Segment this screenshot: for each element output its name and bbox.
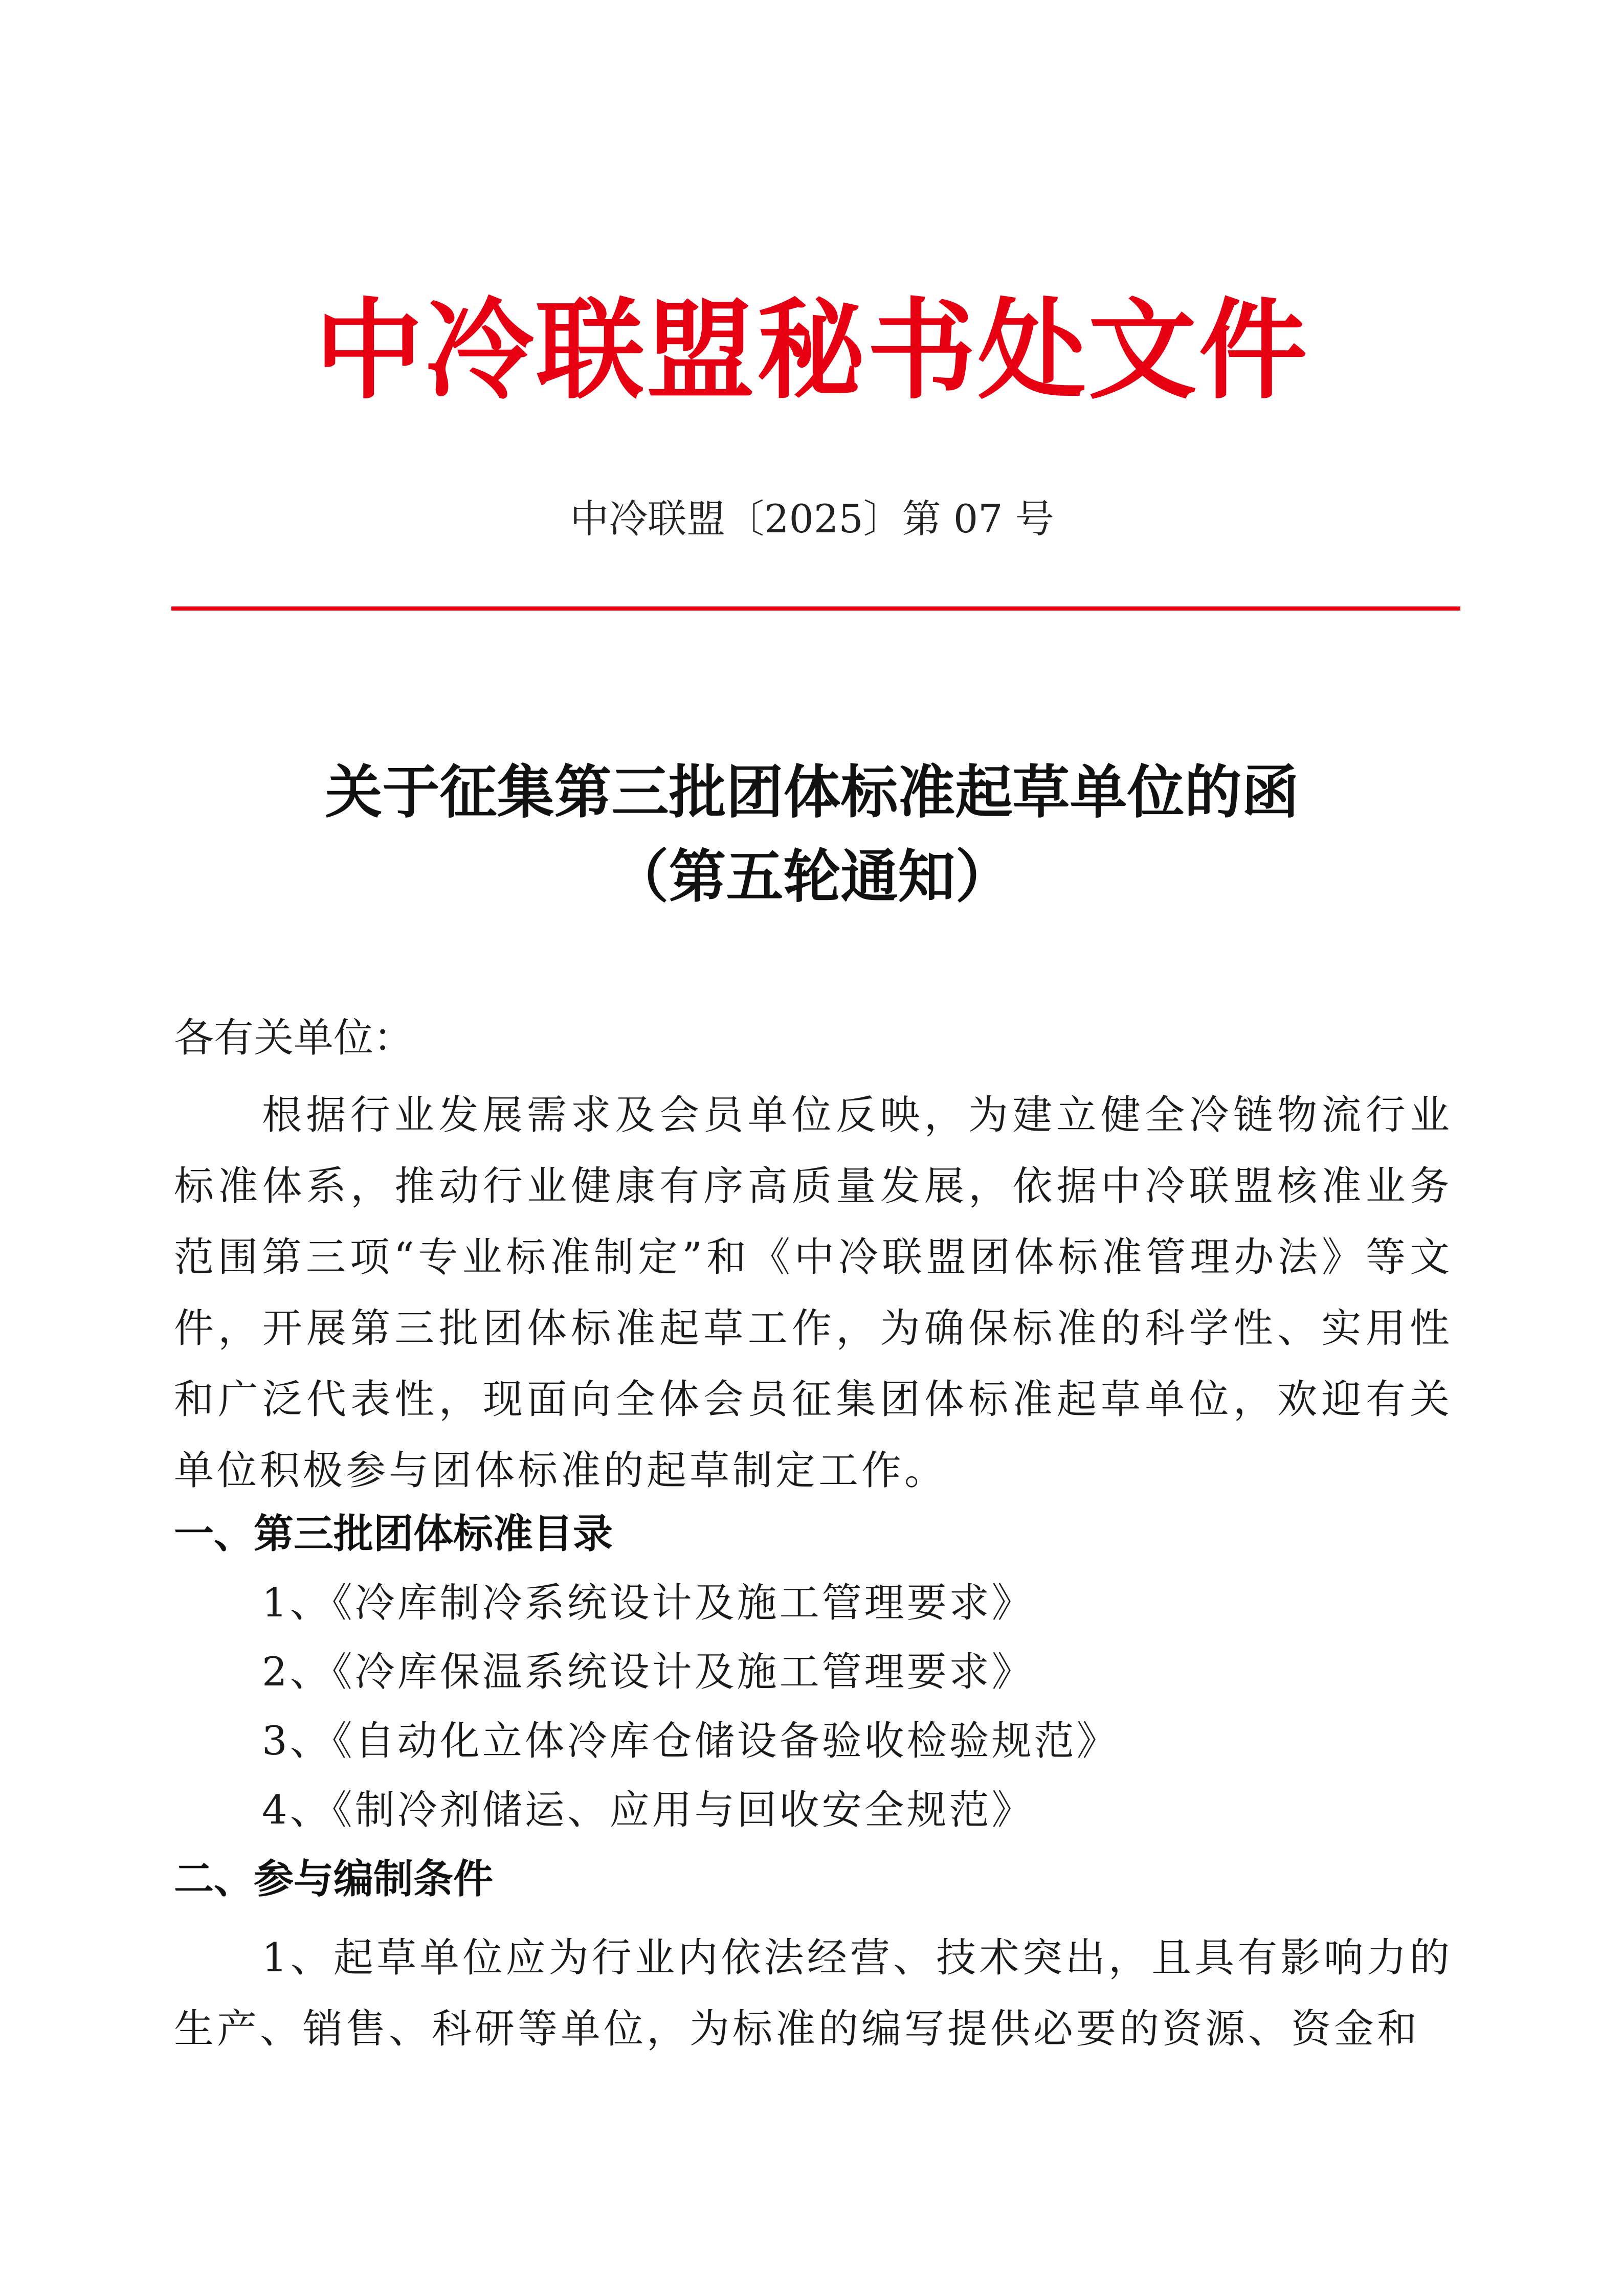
- catalog-item: 4、《制冷剂储运、应用与回收安全规范》: [262, 1787, 1034, 1833]
- intro-paragraph: 根据行业发展需求及会员单位反映，为建立健全冷链物流行业标准体系，推动行业健康有序高质量发展，依据中冷联盟核准业务范围第三项“专业标准制定”和《中冷联盟团体标准管理办法》等文件，开展第三批团体标准起草工作，为确保标准的科学性、实用性和广泛代表性，现面向全体会员征集团体标准起草单位，欢迎有关单位积极参与团体标准的起草制定工作。: [174, 1092, 1453, 1494]
- section-heading-catalog: 一、第三批团体标准目录: [174, 1511, 613, 1557]
- document-number: 中冷联盟〔2025〕第 07 号: [570, 496, 1054, 542]
- red-divider-line: [171, 606, 1460, 611]
- catalog-item: 3、《自动化立体冷库仓储设备验收检验规范》: [262, 1718, 1119, 1764]
- letter-subtitle: （第五轮通知）: [611, 844, 1013, 910]
- letter-title: 关于征集第三批团体标准起草单位的函: [325, 759, 1299, 826]
- catalog-item: 2、《冷库保温系统设计及施工管理要求》: [262, 1649, 1034, 1695]
- section-heading-conditions: 二、参与编制条件: [174, 1856, 494, 1902]
- salutation: 各有关单位：: [174, 1015, 414, 1061]
- org-document-title: 中冷联盟秘书处文件: [315, 286, 1309, 414]
- conditions-paragraph: 1、起草单位应为行业内依法经营、技术突出，且具有影响力的生产、销售、科研等单位，为标准的编写提供必要的资源、资金和: [174, 1935, 1453, 2052]
- catalog-item: 1、《冷库制冷系统设计及施工管理要求》: [262, 1580, 1034, 1626]
